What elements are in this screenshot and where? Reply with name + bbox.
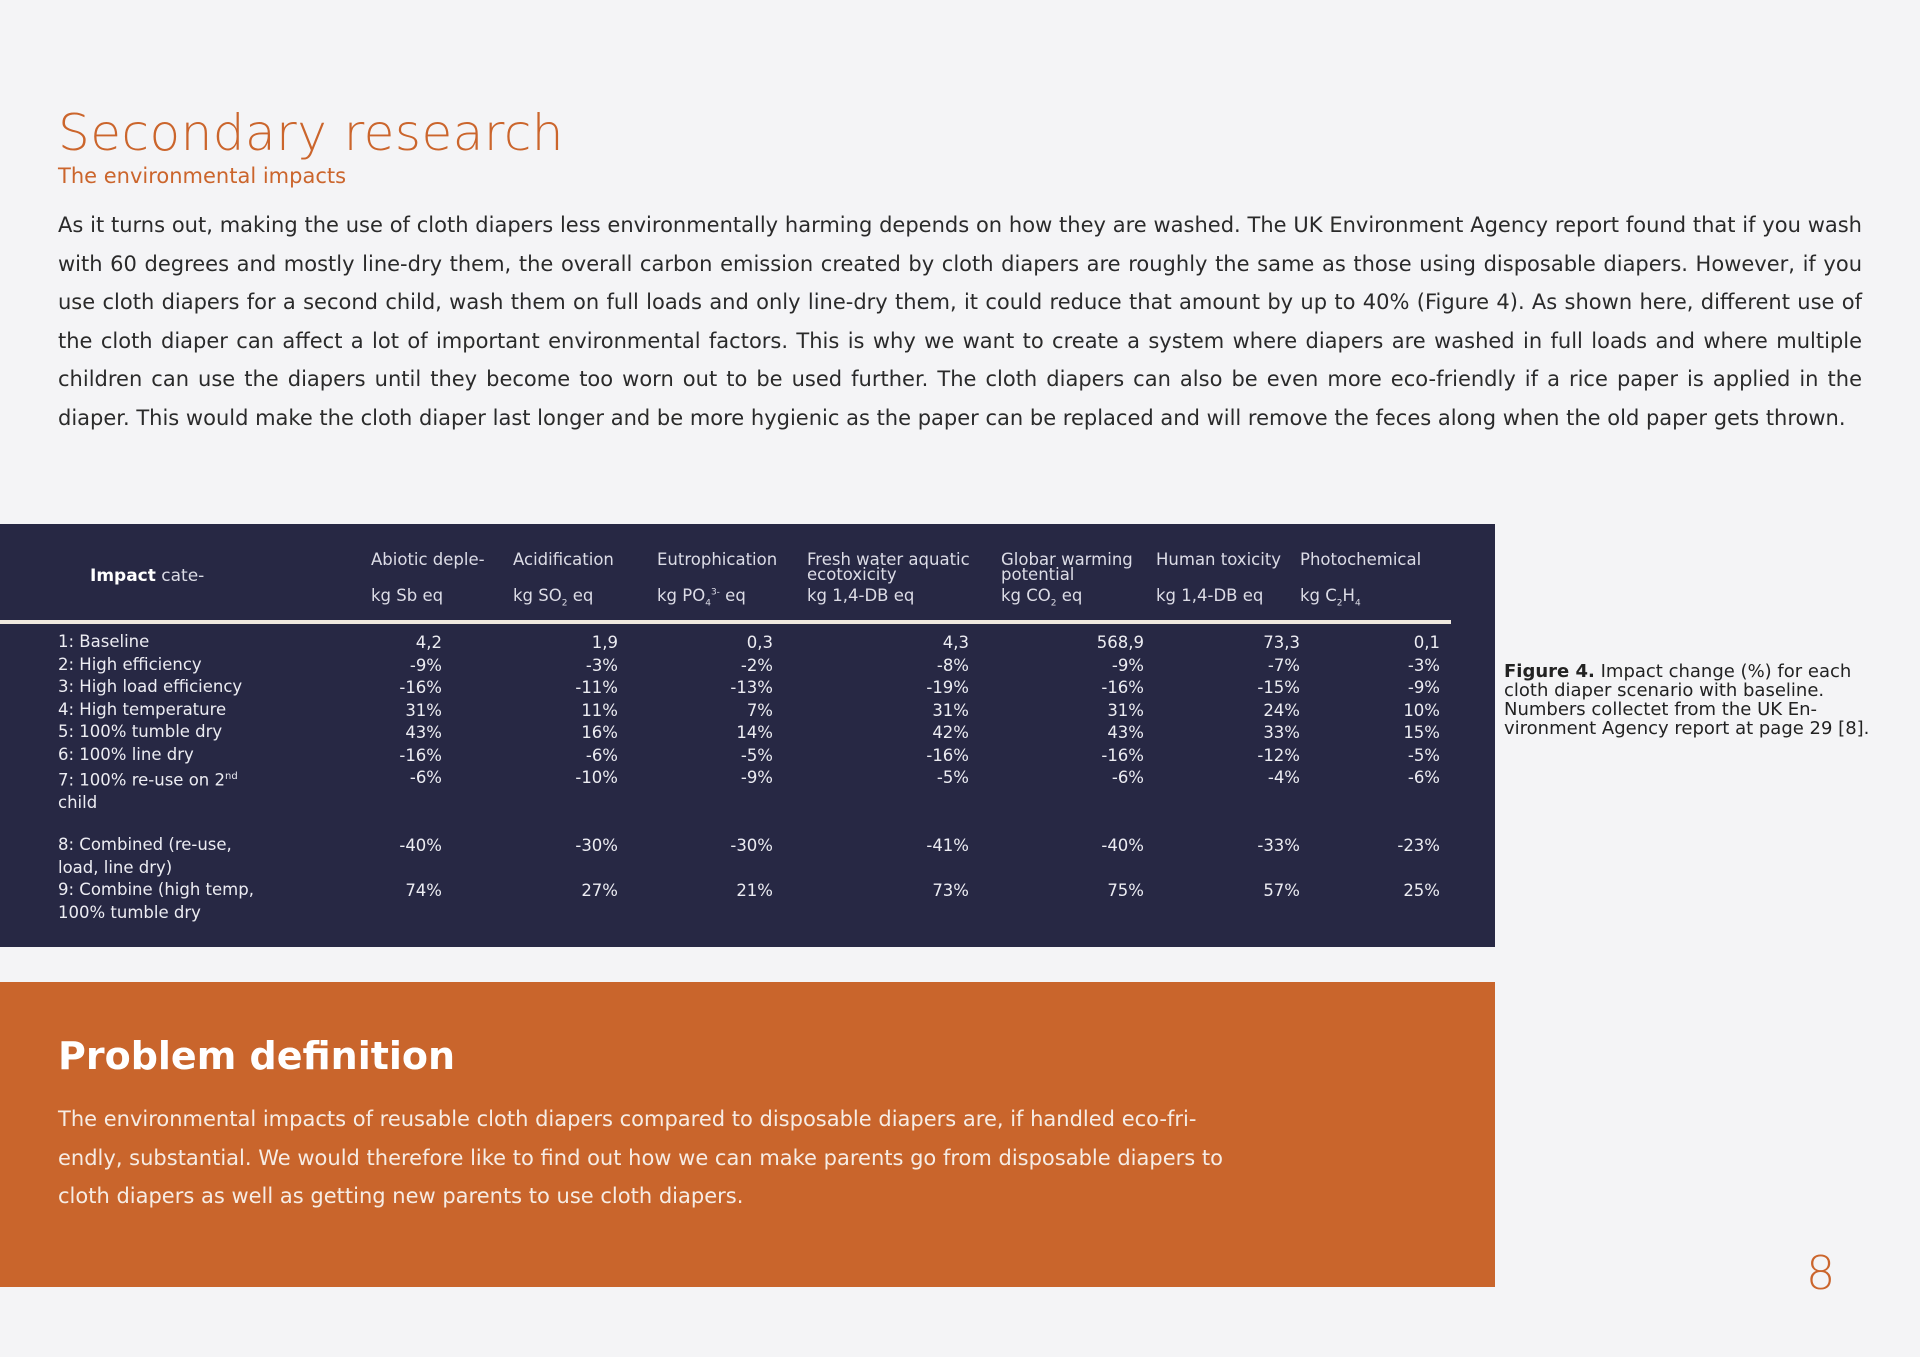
table-cell: 74% <box>405 881 442 900</box>
table-cell: -6% <box>585 746 618 765</box>
table-cell: 7% <box>746 701 773 720</box>
table-cell: -11% <box>575 678 618 697</box>
column-unit: kg $CO_2$ eq <box>1001 586 1083 609</box>
figure-caption <box>1504 662 1889 738</box>
table-cell: 43% <box>1107 723 1144 742</box>
table-cell: -2% <box>740 656 773 675</box>
table-cell: -16% <box>1101 678 1144 697</box>
table-cell: -6% <box>409 768 442 787</box>
table-cell: 75% <box>1107 881 1144 900</box>
column-header: Human toxicity <box>1156 550 1282 569</box>
column-unit: kg $C_2H_4$ <box>1300 586 1361 609</box>
table-cell: -10% <box>575 768 618 787</box>
table-cell: 24% <box>1263 701 1300 720</box>
table-cell: 16% <box>581 723 618 742</box>
table-cell: -19% <box>926 678 969 697</box>
table-cell: 11% <box>581 701 618 720</box>
table-cell: 31% <box>405 701 442 720</box>
table-cell: 568,9 <box>1096 633 1144 652</box>
unit-superscript: 3- <box>710 587 720 598</box>
corner-rest: cate- <box>155 566 205 586</box>
column-header: Globar warming potential <box>1001 550 1133 584</box>
table-cell: 15% <box>1403 723 1440 742</box>
table-cell: 14% <box>736 723 773 742</box>
column-header: Abiotic deple- <box>371 550 485 569</box>
section-subtitle: The environmental impacts <box>58 164 347 188</box>
header-rule <box>0 620 1451 624</box>
problem-definition-panel <box>0 982 1495 1287</box>
table-cell: 1,9 <box>591 633 618 652</box>
table-cell: -40% <box>1101 836 1144 855</box>
impact-table <box>0 524 1495 947</box>
problem-text: The environmental impacts of reusable cloth diapers compared to disposable diapers are, if handled eco-fri-endly, substantial. We would therefore like to find out how we can make parents go from disposable diapers to cloth diapers as well as getting new parents to use cloth diapers. <box>58 1107 1223 1208</box>
column-header: Fresh water aquatic ecotoxicity <box>807 550 970 584</box>
caption-label: Figure 4. <box>1504 661 1595 682</box>
column-header: Eutrophication <box>657 550 778 569</box>
table-cell: -6% <box>1111 768 1144 787</box>
column-unit: kg $SO_2$ eq <box>513 586 594 609</box>
row-label: 7: 100% re-use on 2nd child <box>58 770 238 812</box>
page-title: Secondary research <box>58 104 564 162</box>
table-cell: 73% <box>932 881 969 900</box>
table-cell: 33% <box>1263 723 1300 742</box>
page-number: 8 <box>1806 1246 1836 1300</box>
column-unit: kg 1,4-DB eq <box>1156 586 1264 605</box>
table-corner-header <box>90 566 205 586</box>
table-cell: -23% <box>1397 836 1440 855</box>
table-cell: -5% <box>936 768 969 787</box>
table-cell: -9% <box>409 656 442 675</box>
table-cell: -13% <box>730 678 773 697</box>
table-cell: -9% <box>1111 656 1144 675</box>
row-label: 9: Combine (high temp, 100% tumble dry <box>58 880 254 922</box>
table-cell: 73,3 <box>1263 633 1300 652</box>
table-cell: 42% <box>932 723 969 742</box>
table-cell: 25% <box>1403 881 1440 900</box>
table-cell: -7% <box>1267 656 1300 675</box>
problem-title: Problem definition <box>58 1034 456 1078</box>
table-cell: -3% <box>585 656 618 675</box>
intro-paragraph: As it turns out, making the use of cloth diapers less environmentally harming depends on how they are washed. The UK Environment Agency report found that if you wash with 60 degrees and mostly line-dry them, the overall carbon emission created by cloth diapers are roughly the same as those using disposable diapers. However, if you use cloth diapers for a second child, wash them on full loads and only line-dry them, it could reduce that amount by up to 40% (Figure 4). As shown here, different use of the cloth diaper can affect a lot of important environmental factors. This is why we want to create a system where diapers are washed in full loads and where multiple children can use the diapers until they become too worn out to be used further. The cloth diapers can also be even more eco-friendly if a rice paper is applied in the diaper. This would make the cloth diaper last longer and be more hygienic as the paper can be replaced and will remove the feces along when the old paper gets thrown. <box>58 213 1862 430</box>
label-superscript: nd <box>225 771 238 782</box>
column-header: Photochemical <box>1300 550 1422 569</box>
table-cell: 0,3 <box>746 633 773 652</box>
table-cell: -12% <box>1257 746 1300 765</box>
table-cell: 31% <box>932 701 969 720</box>
unit-subscript: 2 <box>1050 598 1057 609</box>
row-label: 2: High efficiency <box>58 655 202 674</box>
column-unit: kg $PO_4^{3-}$ eq <box>657 586 746 609</box>
table-cell: -30% <box>575 836 618 855</box>
table-cell: 4,3 <box>942 633 969 652</box>
table-cell: -41% <box>926 836 969 855</box>
column-unit: kg 1,4-DB eq <box>807 586 915 605</box>
table-cell: -9% <box>1407 678 1440 697</box>
unit-subscript: 4 <box>1354 598 1361 609</box>
table-cell: 10% <box>1403 701 1440 720</box>
row-label: 4: High temperature <box>58 700 227 719</box>
table-cell: -33% <box>1257 836 1300 855</box>
table-cell: 4,2 <box>415 633 442 652</box>
unit-subscript: 2 <box>561 598 568 609</box>
corner-bold: Impact <box>90 566 156 586</box>
caption-text: Impact change (%) for each cloth diaper scenario with baseline. Numbers collectet from the UK En-vironment Agency report at page 29 [8]. <box>1504 661 1870 739</box>
table-cell: 27% <box>581 881 618 900</box>
unit-subscript: 2 <box>1336 598 1343 609</box>
table-cell: -4% <box>1267 768 1300 787</box>
column-header: Acidification <box>513 550 614 569</box>
table-cell: 21% <box>736 881 773 900</box>
table-cell: -5% <box>1407 746 1440 765</box>
table-cell: 57% <box>1263 881 1300 900</box>
table-cell: -16% <box>399 678 442 697</box>
row-label: 6: 100% line dry <box>58 745 194 764</box>
row-label: 5: 100% tumble dry <box>58 722 223 741</box>
table-cell: -6% <box>1407 768 1440 787</box>
table-cell: -16% <box>1101 746 1144 765</box>
table-cell: 0,1 <box>1413 633 1440 652</box>
table-cell: 31% <box>1107 701 1144 720</box>
table-cell: -15% <box>1257 678 1300 697</box>
table-cell: 43% <box>405 723 442 742</box>
table-cell: -8% <box>936 656 969 675</box>
row-label: 8: Combined (re-use, load, line dry) <box>58 835 232 877</box>
row-label: 3: High load efficiency <box>58 677 243 696</box>
column-unit: kg Sb eq <box>371 586 444 605</box>
table-cell: -3% <box>1407 656 1440 675</box>
table-cell: -5% <box>740 746 773 765</box>
table-cell: -40% <box>399 836 442 855</box>
row-label: 1: Baseline <box>58 632 150 651</box>
table-cell: -9% <box>740 768 773 787</box>
table-cell: -16% <box>926 746 969 765</box>
table-cell: -30% <box>730 836 773 855</box>
unit-subscript: 4 <box>705 598 711 609</box>
table-cell: -16% <box>399 746 442 765</box>
